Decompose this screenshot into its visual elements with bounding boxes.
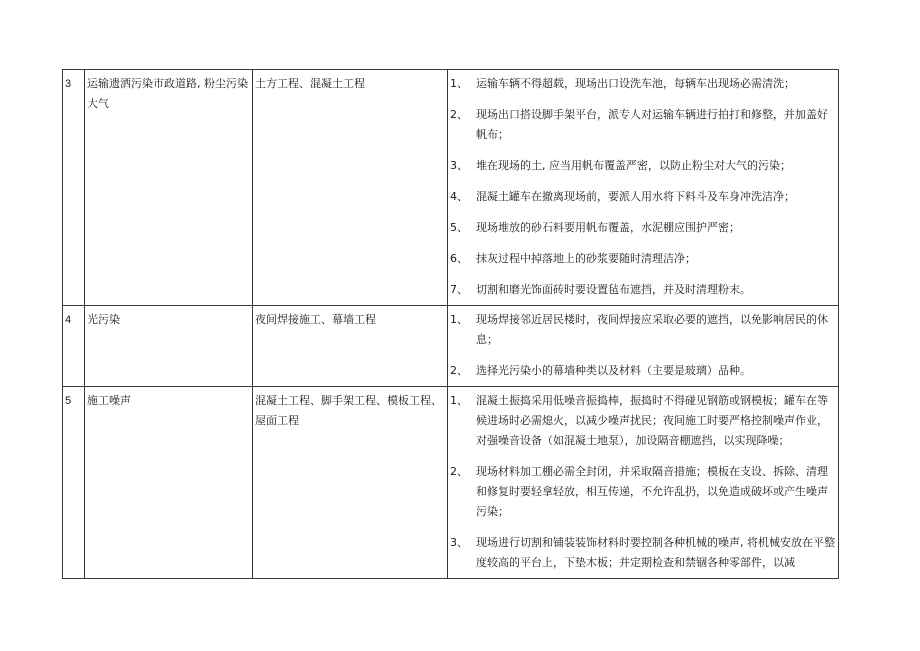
table-row xyxy=(63,306,839,387)
measure-list xyxy=(450,310,836,381)
row-number: 4 xyxy=(63,306,85,387)
measure-index: 5、 xyxy=(450,221,468,234)
measure-text: 运输车辆不得超载，现场出口设洗车池，每辆车出现场必需清洗； xyxy=(476,77,795,90)
measure-text: 混凝土振捣采用低噪音振捣棒，振捣时不得碰见钢筋或钢模板；罐车在等候进场时必需熄火，以减少噪声扰民；夜间施工时要严格控制噪声作业，对强噪音设备（如混凝土地泵），加设隔音棚遮挡，以实现降噪； xyxy=(476,394,828,447)
row-number: 5 xyxy=(63,387,85,579)
measure-list xyxy=(450,74,836,300)
environmental-measures-table xyxy=(62,69,839,579)
measure-text: 抹灰过程中掉落地上的砂浆要随时清理洁净； xyxy=(476,252,696,265)
list-item xyxy=(450,156,836,176)
measure-index: 2、 xyxy=(450,108,468,121)
list-item xyxy=(450,187,836,207)
list-item xyxy=(450,249,836,269)
measure-text: 现场堆放的砂石料要用帆布覆盖，水泥棚应围护严密； xyxy=(476,221,740,234)
work-item: 土方工程、混凝土工程 xyxy=(253,70,448,306)
measure-text: 现场出口搭设脚手架平台，派专人对运输车辆进行拍打和修整，并加盖好帆布； xyxy=(476,108,828,141)
pollution-type: 运输遗洒污染市政道路, 粉尘污染大气 xyxy=(85,70,253,306)
list-item xyxy=(450,391,836,451)
list-item xyxy=(450,105,836,145)
pollution-type: 施工噪声 xyxy=(85,387,253,579)
table-row xyxy=(63,70,839,306)
row-number: 3 xyxy=(63,70,85,306)
measure-index: 1、 xyxy=(450,77,468,90)
list-item xyxy=(450,310,836,350)
measure-text: 切割和磨光饰面砖时要设置毡布遮挡，并及时清理粉末。 xyxy=(476,283,751,296)
measure-text: 混凝土罐车在撤离现场前，要派人用水将下料斗及车身冲洗洁净； xyxy=(476,190,795,203)
measures-cell xyxy=(448,70,839,306)
measure-index: 3、 xyxy=(450,159,468,172)
list-item xyxy=(450,74,836,94)
measure-text: 堆在现场的土, 应当用帆布覆盖严密，以防止粉尘对大气的污染； xyxy=(476,159,791,172)
work-item: 混凝土工程、脚手架工程、模板工程、屋面工程 xyxy=(253,387,448,579)
pollution-type: 光污染 xyxy=(85,306,253,387)
measures-cell xyxy=(448,306,839,387)
measure-index: 1、 xyxy=(450,394,468,407)
measure-index: 6、 xyxy=(450,252,468,265)
measure-text: 现场焊接邻近居民楼时，夜间焊接应采取必要的遮挡，以免影响居民的休息； xyxy=(476,313,828,346)
measure-list xyxy=(450,391,836,573)
list-item xyxy=(450,533,836,573)
measure-index: 7、 xyxy=(450,283,468,296)
list-item xyxy=(450,462,836,522)
measure-index: 4、 xyxy=(450,190,468,203)
table-row xyxy=(63,387,839,579)
measure-index: 2、 xyxy=(450,465,468,478)
list-item xyxy=(450,361,836,381)
measure-index: 3、 xyxy=(450,536,468,549)
work-item: 夜间焊接施工、幕墙工程 xyxy=(253,306,448,387)
list-item xyxy=(450,218,836,238)
measure-text: 现场材料加工棚必需全封闭，并采取隔音措施；模板在支设、拆除、清理和修复时要轻拿轻放，相互传递，不允许乱扔，以免造成破坏或产生噪声污染； xyxy=(476,465,828,518)
measures-cell xyxy=(448,387,839,579)
measure-text: 选择光污染小的幕墙种类以及材料（主要是玻璃）品种。 xyxy=(476,364,751,377)
list-item xyxy=(450,280,836,300)
measure-index: 1、 xyxy=(450,313,468,326)
measure-text: 现场进行切割和铺装装饰材料时要控制各种机械的噪声, 将机械安放在平整度较高的平台上，下垫木板；并定期检查和禁锢各种零部件，以减 xyxy=(476,536,835,569)
measure-index: 2、 xyxy=(450,364,468,377)
